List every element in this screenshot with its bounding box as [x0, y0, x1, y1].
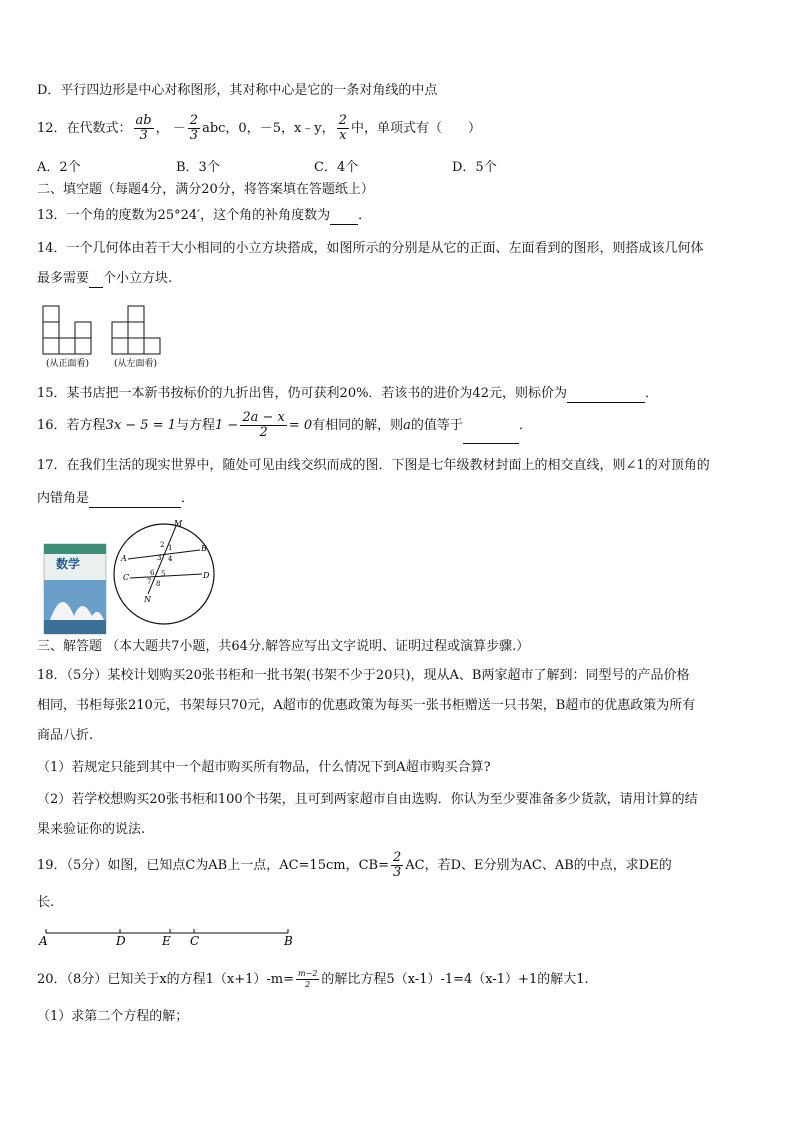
q17-line1: 17．在我们生活的现实世界中，随处可见由线交织而成的图．下图是七年级教材封面上的相交直线，则∠1的对顶角的	[37, 458, 710, 473]
q12-option-b: B．3个	[176, 160, 220, 175]
q14-text-a: 最多需要	[37, 271, 90, 286]
q11-option-d: D．平行四边形是中心对称图形，其对称中心是它的一条对角线的中点	[37, 83, 438, 98]
q17-text: 内错角是	[37, 491, 90, 506]
q16-equation-2-lhs: 1 −	[215, 418, 239, 433]
q13	[37, 207, 764, 225]
minus-sign: －	[172, 121, 186, 136]
q14-line2	[37, 270, 764, 288]
angle-5: 5	[161, 570, 166, 578]
q12-option-c: C．4个	[314, 160, 359, 175]
q12-option-a: A．2个	[37, 160, 81, 175]
label-d: D	[203, 571, 210, 580]
book-title: 数学	[56, 557, 81, 571]
q20-part-1: （1）求第二个方程的解；	[37, 1009, 189, 1024]
answer-blank	[463, 443, 519, 444]
q16-text-c: 有相同的解，则	[312, 418, 404, 433]
label-a: A	[121, 554, 127, 563]
q18-line1: 18．（5分）某校计划购买20张书柜和一批书架(书架不少于20只)，现从A、B两家超市了解到：同型号的产品价格	[37, 668, 690, 683]
q15	[37, 385, 764, 403]
angle-2: 2	[160, 541, 165, 549]
q12-terms: abc，0，－5，x﹣y，	[202, 121, 335, 136]
q16-variable-a: a	[403, 418, 411, 433]
fraction-denominator: 3	[392, 865, 402, 880]
label-n: N	[144, 595, 151, 604]
q20-line1	[37, 964, 764, 996]
q14-line1: 14．一个几何体由若干大小相同的小立方块搭成，如图所示的分别是从它的正面、左面看到的图形，则搭成该几何体	[37, 241, 704, 256]
q16	[37, 408, 764, 444]
q16-equals-zero: = 0	[288, 418, 313, 433]
fraction-numerator: 2	[392, 850, 402, 865]
q16-text-b: 与方程	[176, 418, 216, 433]
answer-blank	[89, 287, 103, 288]
q20-text-b: 的解比方程5（x-1）-1=4（x-1）+1的解大1.	[321, 972, 589, 987]
angle-3: 3	[157, 554, 162, 562]
answer-blank	[567, 402, 645, 403]
label-m: M	[174, 519, 183, 528]
period: ．	[644, 386, 658, 401]
angle-1: 1	[168, 544, 173, 552]
left-view	[112, 306, 160, 354]
angle-7: 7	[147, 578, 152, 586]
q16-equation-1: 3x − 5 = 1	[105, 418, 177, 433]
q12-suffix: 中，单项式有（ ）	[350, 121, 481, 136]
label-c: C	[123, 573, 130, 582]
answer-blank	[330, 224, 358, 225]
q16-text-a: 16．若方程	[37, 418, 106, 433]
q12-fraction-2-3	[188, 114, 200, 143]
q18-line2: 相同，书柜每张210元，书架每只70元，A超市的优惠政策为每买一张书柜赠送一只书架，B超市的优惠政策为所有	[37, 698, 696, 713]
q16-text-d: 的值等于	[410, 418, 463, 433]
textbook-cover-image	[44, 544, 106, 634]
q12-stem	[37, 112, 764, 146]
fraction-numerator: 2	[189, 113, 199, 128]
label-b: B	[201, 544, 207, 553]
q18-line3: 商品八折.	[37, 728, 94, 743]
point-labels	[38, 934, 293, 948]
q18-part-2-line2: 果来验证你的说法.	[37, 822, 146, 837]
point-d: D	[116, 934, 126, 948]
q18-part-1: （1）若规定只能到其中一个超市购买所有物品，什么情况下到A超市购买合算?	[37, 760, 491, 775]
angle-4: 4	[168, 555, 173, 563]
q20-text-a: 20．（8分）已知关于x的方程1（x+1）-m=	[37, 972, 295, 987]
q17-figure	[40, 516, 220, 636]
q19-text-b: AC，若D、E分别为AC、AB的中点，求DE的	[405, 858, 672, 873]
point-ticks	[46, 929, 288, 933]
point-c: C	[190, 934, 200, 948]
point-e: E	[162, 934, 171, 948]
front-view-caption: (从正面看)	[46, 359, 90, 369]
period: ．	[181, 491, 195, 506]
fraction-denominator: 2	[259, 425, 268, 440]
q12-fraction-2-x	[337, 114, 349, 143]
section-3-heading: 三、解答题 （本大题共7小题，共64分.解答应写出文字说明、证明过程或演算步骤.）	[37, 639, 530, 654]
q17-line2	[37, 490, 764, 508]
q19-line2: 长.	[37, 895, 55, 910]
front-view	[43, 306, 91, 354]
q18-part-2-line1: （2）若学校想购买20张书柜和100个书架，且可到两家超市自由选购．你认为至少要准备多少货款，请用计算的结	[37, 792, 698, 807]
q12-prefix: 12．在代数式：	[37, 121, 132, 136]
fraction-numerator: ab	[135, 113, 152, 128]
fraction-denominator: 3	[139, 128, 148, 143]
fraction-numerator: 2a − x	[242, 410, 285, 425]
comma: ，	[155, 121, 169, 136]
q13-text: 13．一个角的度数为25°24′，这个角的补角度数为	[37, 208, 331, 223]
q19-text-a: 19．（5分）如图，已知点C为AB上一点，AC=15cm，CB=	[37, 858, 389, 873]
point-b: B	[284, 934, 293, 948]
q16-fraction	[240, 411, 287, 440]
q19-fraction	[391, 851, 403, 880]
point-a: A	[39, 934, 48, 948]
answer-blank	[89, 507, 181, 508]
section-2-heading: 二、填空题（每题4分，满分20分，将答案填在答题纸上）	[37, 182, 374, 197]
q12-fraction-ab-3	[134, 114, 154, 143]
fraction-denominator: 2	[305, 980, 311, 989]
q12-option-d: D．5个	[452, 160, 497, 175]
q20-fraction	[296, 969, 319, 990]
left-view-caption: (从左面看)	[114, 359, 158, 369]
q19-segment-figure	[36, 920, 306, 950]
period: ．	[358, 208, 372, 223]
q15-text: 15．某书店把一本新书按标价的九折出售，仍可获利20%．若该书的进价为42元，则标价为	[37, 386, 567, 401]
fraction-denominator: 3	[189, 128, 199, 143]
fraction-numerator: m−2	[298, 969, 318, 978]
angle-6: 6	[150, 569, 155, 577]
angle-8: 8	[156, 580, 161, 588]
q14-views-figure	[40, 302, 170, 372]
q14-text-b: 个小立方块.	[103, 271, 173, 286]
fraction-numerator: 2	[338, 113, 347, 128]
period: ．	[518, 418, 532, 433]
fraction-denominator: x	[339, 128, 347, 143]
q19-line1	[37, 848, 764, 884]
